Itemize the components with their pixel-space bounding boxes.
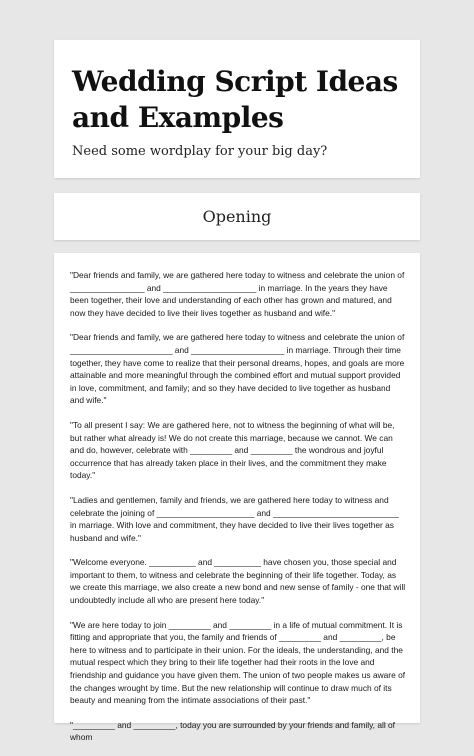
script-example-4: "Ladies and gentlemen, family and friends, we are gathered here today to witness and celebrate the joining of _____________________ and ___________________________ in marriage. With love and commitment, they have decided to live their lives together as husband and wife." [70, 494, 399, 543]
script-example-1: "Dear friends and family, we are gathered here today to witness and celebrate the union of ________________ and ____________________ in marriage. In the years they have been together, their love and understanding of each other has grown and matured, and now they have decided to live their lives together as husband and wife." [70, 270, 405, 318]
script-example-7: "_________ and _________, today you are surrounded by your friends and family, all of whom [70, 719, 396, 743]
page-title: Wedding Script Ideas and Examples [72, 65, 398, 134]
title-card [54, 40, 420, 178]
section-heading-card [54, 193, 420, 240]
script-example-2: "Dear friends and family, we are gathered here today to witness and celebrate the union of ______________________ and ____________________ in marriage. Through their time together, they have come to realize that their personal dreams, hopes, and goals are more attainable and more meaningful through the combined effort and mutual support provided in love, commitment, and family; and so they have decided to live together as husband and wife." [70, 332, 405, 406]
script-example-5: "Welcome everyone. __________ and __________ have chosen you, those special and important to them, to witness and celebrate the beginning of their life together. Today, as we create this marriage, we also create a new bond and new sense of family - one that will undoubtedly include all who are present here today." [70, 557, 406, 606]
section-heading: Opening [202, 207, 272, 226]
page-subtitle: Need some wordplay for your big day? [72, 144, 328, 159]
script-list [70, 269, 406, 756]
script-example-6: "We are here today to join _________ and _________ in a life of mutual commitment. It is fitting and appropriate that you, the family and friends of _________ and _________, be here to witness and to participate in their union. For the ideals, the understanding, and the mutual respect which they bring to their life together had their roots in the love and friendship and guidance you have given them. The union of two people makes us aware of the changes wrought by time. But the new relationship will continue to draw much of its beauty and meaning from the intimate associations of their past." [70, 619, 406, 706]
script-example-3: "To all present I say: We are gathered here, not to witness the beginning of what will be, but rather what already is! We do not create this marriage, because we cannot. We can and do, however, celebrate with _________ and _________ the wondrous and joyful occurrence that has already taken place in their lives, and the commitment they make today." [70, 419, 395, 481]
script-examples-card [54, 253, 420, 743]
